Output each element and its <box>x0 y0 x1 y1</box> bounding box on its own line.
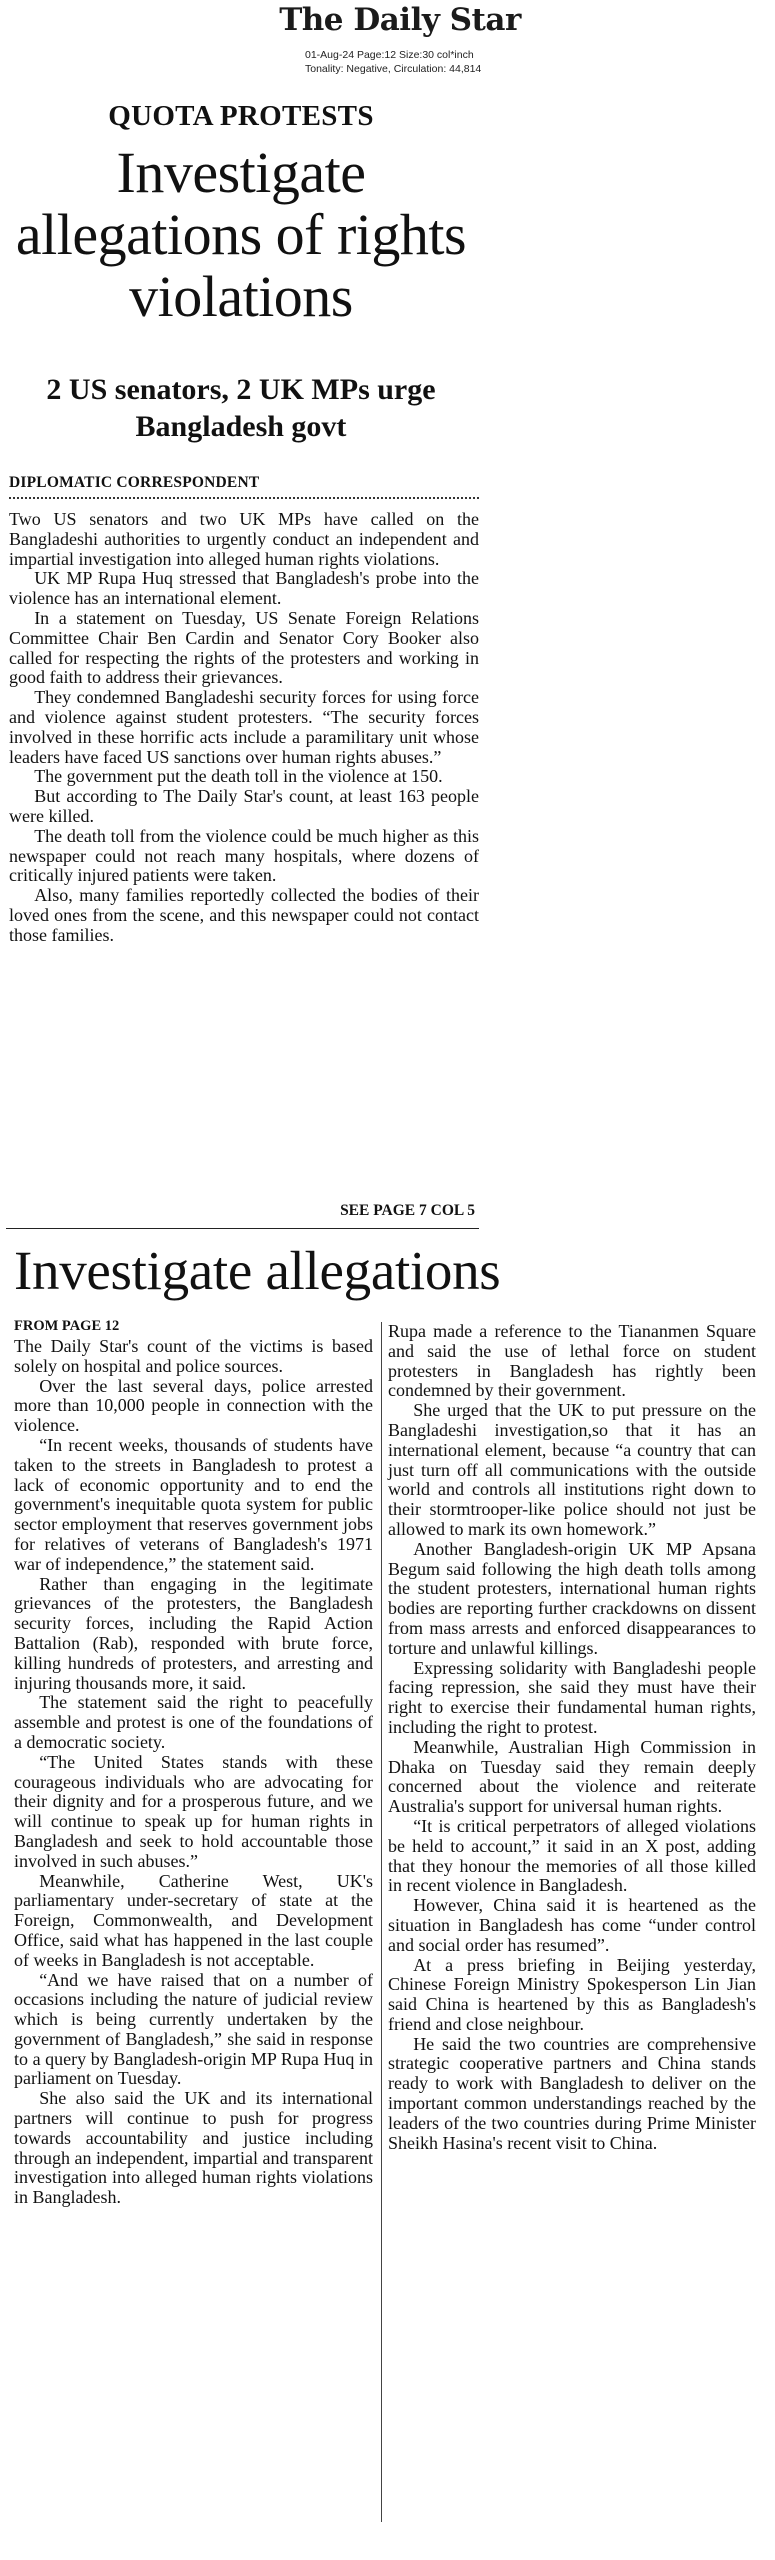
continuation-paragraph: “In recent weeks, thousands of students have taken to the streets in Bangladesh to protest a lack of economic opportunity and to end the government's inequitable quota system for public sector employment that reserves government jobs for relatives of veterans of Bangladesh's 1971 war of independence,” the statement said. <box>14 1434 373 1574</box>
continuation-paragraph: She also said the UK and its international partners will continue to push for progress towards accountability and justice including through an independent, impartial and transparent investigation into alleged human rights violations in Bangladesh. <box>14 2088 373 2208</box>
continuation-paragraph: Over the last several days, police arrested more than 10,000 people in connection with the violence. <box>14 1375 373 1436</box>
continuation-paragraph: He said the two countries are comprehensive strategic cooperative partners and China stands ready to work with Bangladesh to deliver on the important common understandings reached by the leaders of the two countries during Prime Minister Sheikh Hasina's recent visit to China. <box>388 2033 756 2153</box>
article-body <box>9 510 479 946</box>
column-divider <box>381 1322 382 2522</box>
article-paragraph: Also, many families reportedly collected the bodies of their loved ones from the scene, and this newspaper could not contact those families. <box>9 885 479 945</box>
from-page-label: FROM PAGE 12 <box>14 1318 120 1334</box>
masthead-logo: The Daily Star <box>279 2 521 38</box>
clip-info-line-1: 01-Aug-24 Page:12 Size:30 col*inch <box>305 49 474 61</box>
clip-info-line-2: Tonality: Negative, Circulation: 44,814 <box>305 63 482 75</box>
dotted-divider <box>9 497 479 499</box>
continuation-paragraph: Meanwhile, Catherine West, UK's parliamentary under-secretary of state at the Foreign, Commonwealth, and Development Office, said what has happened in the last couple of weeks in Bangladesh is not acceptable. <box>14 1870 373 1970</box>
continuation-paragraph: “The United States stands with these courageous individuals who are advocating for their dignity and for a prosperous future, and we will continue to speak up for human rights in Bangladesh and seek to hold accountable those involved in such abuses.” <box>14 1751 373 1871</box>
article-paragraph: Two US senators and two UK MPs have called on the Bangladeshi authorities to urgently conduct an independent and impartial investigation into alleged human rights violations. <box>9 509 479 569</box>
continuation-paragraph: At a press briefing in Beijing yesterday, Chinese Foreign Ministry Spokesperson Lin Jian said China is heartened by this as Bangladesh's friend and close neighbour. <box>388 1954 756 2034</box>
continuation-paragraph: Expressing solidarity with Bangladeshi people facing repression, she said they must have their right to exercise their fundamental human rights, including the right to protest. <box>388 1657 756 1737</box>
continuation-paragraph: Rupa made a reference to the Tiananmen Square and said the use of lethal force on student protesters in Bangladesh has rightly been condemned by their government. <box>388 1321 756 1401</box>
article-paragraph: But according to The Daily Star's count, at least 163 people were killed. <box>9 786 479 826</box>
article-headline: Investigate allegations of rights violations <box>15 140 467 329</box>
article-paragraph: The death toll from the violence could be much higher as this newspaper could not reach many hospitals, where dozens of critically injured patients were taken. <box>9 825 479 886</box>
continuation-paragraph: Another Bangladesh-origin UK MP Apsana Begum said following the high death tolls among the student protesters, international human rights bodies are reporting further crackdowns on dissent from mass arrests and enforced disappearances to torture and unlawful killings. <box>388 1538 756 1658</box>
continuation-headline: Investigate allegations <box>14 1240 501 1301</box>
continuation-column-1 <box>14 1337 373 2208</box>
continuation-column-2 <box>388 1322 756 2153</box>
article-subhead: 2 US senators, 2 UK MPs urge Bangladesh govt <box>46 373 436 443</box>
section-rule <box>6 1228 479 1229</box>
continuation-paragraph: “And we have raised that on a number of occasions including the nature of judicial review which is being currently undertaken by the government of Bangladesh,” she said in response to a query by Bangladesh-origin MP Rupa Huq in parliament on Tuesday. <box>14 1969 373 2089</box>
jump-line: SEE PAGE 7 COL 5 <box>340 1202 475 1219</box>
continuation-paragraph: “It is critical perpetrators of alleged violations be held to account,” it said in an X post, adding that they honour the memories of all those killed in recent violence in Bangladesh. <box>388 1815 756 1896</box>
article-paragraph: The government put the death toll in the violence at 150. <box>34 766 443 787</box>
continuation-paragraph: Meanwhile, Australian High Commission in Dhaka on Tuesday said they remain deeply concerned about the violence and reiterate Australia's support for universal human rights. <box>388 1736 756 1817</box>
byline: DIPLOMATIC CORRESPONDENT <box>9 474 260 491</box>
continuation-paragraph: The Daily Star's count of the victims is based solely on hospital and police sources. <box>14 1336 373 1376</box>
article-paragraph: They condemned Bangladeshi security forces for using force and violence against student protesters. “The security forces involved in these horrific acts include a paramilitary unit whose leaders have faced US sanctions over human rights abuses.” <box>9 687 479 767</box>
continuation-paragraph: She urged that the UK to put pressure on the Bangladeshi investigation,so that it has an international element, because “a country that can just turn off all communications with the outside world and controls all institutions right down to their stormtrooper-like police should not just be allowed to mark its own homework.” <box>388 1400 756 1539</box>
continuation-paragraph: The statement said the right to peacefully assemble and protest is one of the foundations of a democratic society. <box>14 1692 373 1752</box>
continuation-paragraph: However, China said it is heartened as the situation in Bangladesh has come “under control and social order has resumed”. <box>388 1895 756 1955</box>
article-kicker: QUOTA PROTESTS <box>108 100 374 132</box>
clip-info <box>305 48 481 76</box>
article-paragraph: In a statement on Tuesday, US Senate Foreign Relations Committee Chair Ben Cardin and Senator Cory Booker also called for respecting the rights of the protesters and working in good faith to address their grievances. <box>9 607 479 688</box>
continuation-paragraph: Rather than engaging in the legitimate grievances of the protesters, the Bangladesh security forces, including the Rapid Action Battalion (Rab), responded with brute force, killing hundreds of protesters, and arresting and injuring thousands more, it said. <box>14 1573 373 1693</box>
article-paragraph: UK MP Rupa Huq stressed that Bangladesh's probe into the violence has an international element. <box>9 568 479 609</box>
